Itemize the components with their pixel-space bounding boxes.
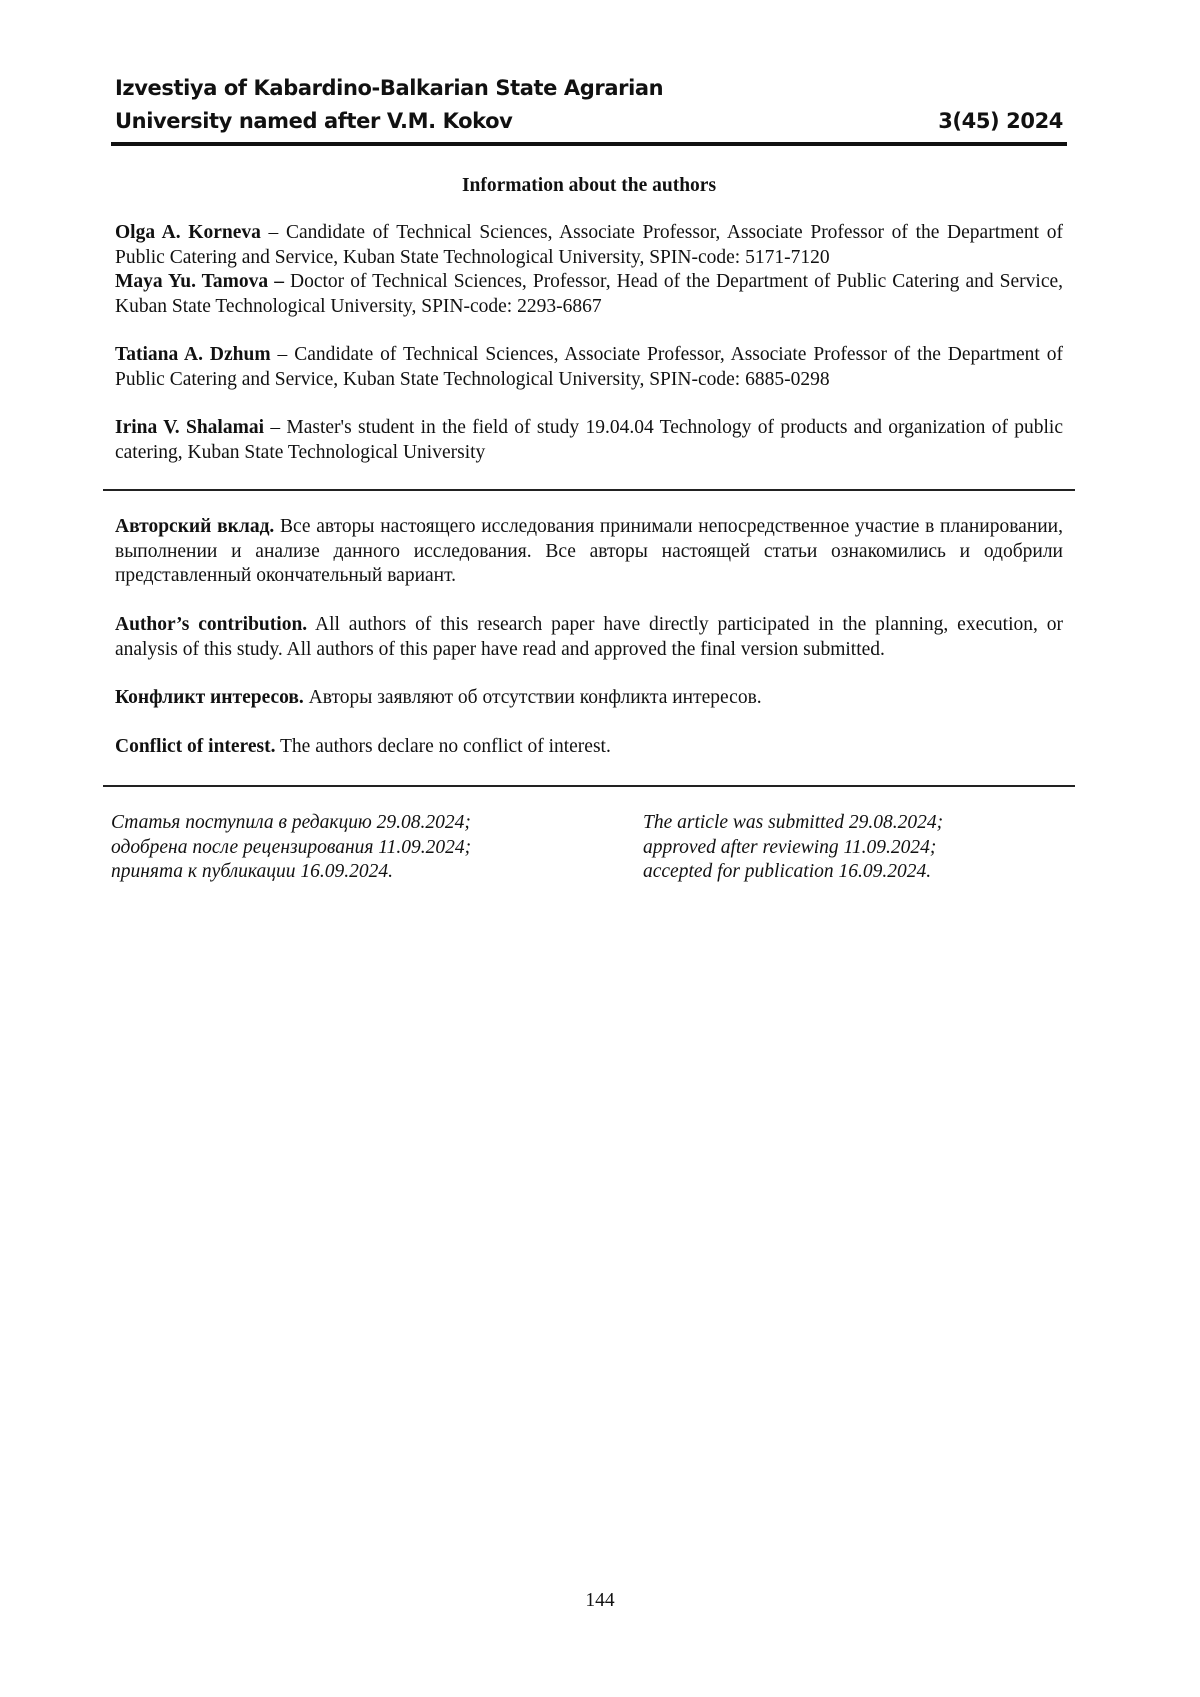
author-block-2 [115, 343, 1063, 392]
date-submitted-ru: Статья поступила в редакцию 29.08.2024; [111, 811, 471, 836]
conflict-en-text: The authors declare no conflict of interest. [280, 736, 611, 757]
conflict-ru [115, 686, 1063, 711]
header-divider [111, 142, 1067, 146]
section-title: Information about the authors [111, 174, 1067, 198]
author-name: Tatiana A. Dzhum [115, 344, 271, 365]
contribution-en-text: All authors of this research paper have directly participated in the planning, execution, or analysis of this study. All authors of this paper have read and approved the final version submitted. [115, 614, 1063, 660]
author-description: Candidate of Technical Sciences, Associate Professor, Associate Professor of the Department of Public Catering and Service, Kuban State Technological University, SPIN-code: 5171-7120 [115, 222, 1063, 268]
conflict-en-label: Conflict of interest. [115, 736, 275, 757]
author-block-1 [115, 221, 1063, 319]
author-description: Candidate of Technical Sciences, Associate Professor, Associate Professor of the Department of Public Catering and Service, Kuban State Technological University, SPIN-code: 6885-0298 [115, 344, 1063, 390]
running-header [115, 72, 1063, 138]
journal-title-line2: University named after V.M. Kokov [115, 105, 512, 138]
author-entry [115, 270, 1063, 319]
date-submitted-en: The article was submitted 29.08.2024; [643, 811, 943, 836]
author-block-3 [115, 416, 1063, 465]
contribution-ru [115, 515, 1063, 589]
conflict-en [115, 735, 1063, 760]
date-approved-en: approved after reviewing 11.09.2024; [643, 836, 943, 861]
author-name: Irina V. Shalamai [115, 417, 264, 438]
contribution-en [115, 613, 1063, 662]
conflict-ru-label: Конфликт интересов. [115, 687, 304, 708]
dates-ru [111, 811, 471, 885]
contribution-ru-text: Все авторы настоящего исследования принимали непосредственное участие в планировании, выполнении и анализе данного исследования. Все авторы настоящей статьи ознакомились и одобрили представленный окончательный вариант. [115, 516, 1063, 586]
divider-statements [103, 785, 1075, 787]
divider-authors [103, 489, 1075, 491]
page-number: 144 [0, 1590, 1200, 1612]
header-line-2 [115, 105, 1063, 138]
dates-en [643, 811, 943, 885]
header-line-1 [115, 72, 1063, 105]
author-name: Olga A. Korneva [115, 222, 261, 243]
issue-number: 3(45) 2024 [938, 105, 1063, 138]
author-entry: Irina V. Shalamai – Master's student in the field of study 19.04.04 Technology of products and organization of public catering, Kuban State Technological University [115, 416, 1063, 465]
date-accepted-en: accepted for publication 16.09.2024. [643, 860, 943, 885]
author-description: Master's student in the field of study 19.04.04 Technology of products and organization of public catering, Kuban State Technological University [115, 417, 1063, 463]
contribution-ru-label: Авторский вклад. [115, 516, 274, 537]
author-entry: Olga A. Korneva – Candidate of Technical Sciences, Associate Professor, Associate Professor of the Department of Public Catering and Service, Kuban State Technological University, SPIN-code: 5171-7120 [115, 221, 1063, 270]
date-accepted-ru: принята к публикации 16.09.2024. [111, 860, 471, 885]
author-name: Maya Yu. Tamova – [115, 271, 284, 292]
contribution-en-label: Author’s contribution. [115, 614, 307, 635]
journal-title-line1: Izvestiya of Kabardino-Balkarian State Agrarian [115, 72, 663, 105]
conflict-ru-text: Авторы заявляют об отсутствии конфликта интересов. [309, 687, 762, 708]
date-approved-ru: одобрена после рецензирования 11.09.2024; [111, 836, 471, 861]
author-entry: Tatiana A. Dzhum – Candidate of Technical Sciences, Associate Professor, Associate Professor of the Department of Public Catering and Service, Kuban State Technological University, SPIN-code: 6885-0298 [115, 343, 1063, 392]
author-description: Doctor of Technical Sciences, Professor, Head of the Department of Public Catering and Service, Kuban State Technological University, SPIN-code: 2293-6867 [115, 271, 1063, 317]
